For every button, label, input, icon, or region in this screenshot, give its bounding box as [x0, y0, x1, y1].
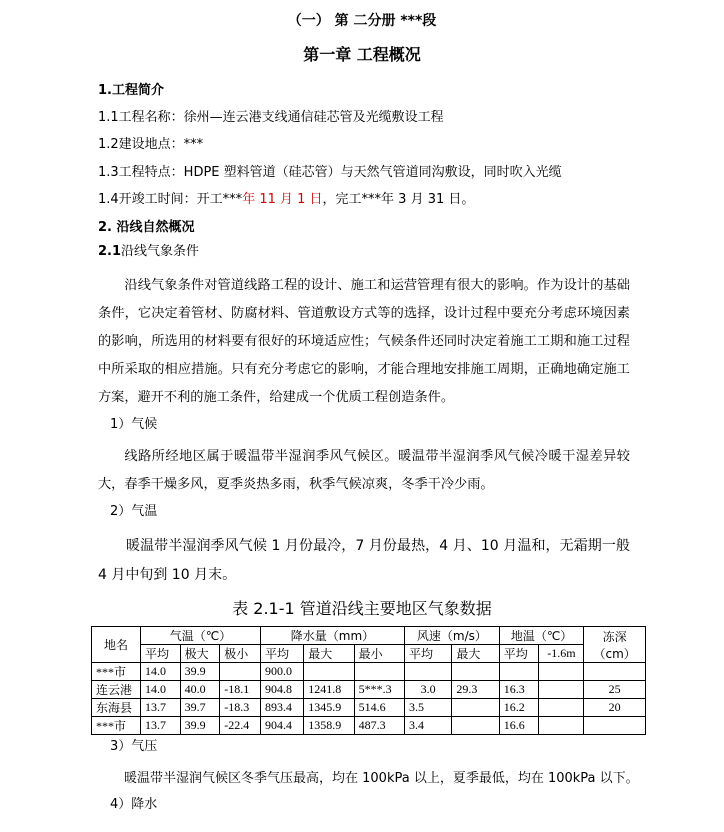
subsection-text: 沿线气象条件	[121, 244, 200, 259]
cell	[539, 681, 584, 699]
precipitation-heading: 4）降水	[110, 797, 158, 812]
project-name-item: 1.1工程名称：徐州—连云港支线通信硅芯管及光缆敷设工程	[98, 110, 444, 125]
cell: 14.0	[141, 681, 181, 699]
cell: -22.4	[220, 717, 261, 735]
cell: 514.6	[354, 699, 404, 717]
cell: 29.3	[452, 681, 499, 699]
frost-label: 冻深	[602, 629, 627, 644]
cell: 39.9	[180, 663, 220, 681]
section-heading: 1.工程简介	[98, 83, 164, 98]
cell: 14.0	[141, 663, 181, 681]
schedule-start-text: 1.4开竣工时间：开工***	[98, 192, 243, 207]
col-header-wind: 风速（m/s）	[404, 627, 499, 645]
sub-temp-max: 极大	[180, 645, 220, 663]
location-item: 1.2建设地点：***	[98, 137, 204, 152]
cell: 3.4	[404, 717, 451, 735]
cell: 900.0	[261, 663, 304, 681]
cell: 1358.9	[304, 717, 354, 735]
cell	[539, 717, 584, 735]
cell: 13.7	[141, 717, 181, 735]
cell: 893.4	[261, 699, 304, 717]
sub-wind-avg: 平均	[404, 645, 451, 663]
cell-name: ***市	[92, 717, 141, 735]
cell: 904.8	[261, 681, 304, 699]
cell	[404, 663, 451, 681]
cell	[584, 663, 646, 681]
cell: 16.2	[499, 699, 539, 717]
features-item: 1.3工程特点：HDPE 塑料管道（硅芯管）与天然气管道同沟敷设，同时吹入光缆	[98, 165, 562, 180]
cell: 13.7	[141, 699, 181, 717]
cell-name: 东海县	[92, 699, 141, 717]
sub-rain-avg: 平均	[261, 645, 304, 663]
sub-rain-min: 最小	[354, 645, 404, 663]
pressure-heading: 3）气压	[110, 739, 158, 754]
cell	[452, 663, 499, 681]
table-caption: 表 2.1-1 管道沿线主要地区气象数据	[232, 599, 492, 618]
schedule-end-text: ，完工***年 3 月 31 日。	[322, 192, 475, 207]
intro-paragraph: 沿线气象条件对管道线路工程的设计、施工和运营管理有很大的影响。作为设计的基础条件，它决定着管材、防腐材料、管道敷设方式等的选择，设计过程中要充分考虑环境因素的影响，所选用的材料要有很好的环境适应性；气候条件还同时决定着施工工期和施工过程中所采取的相应措施。只有充分考虑它的影响，才能合理地安排施工周期，正确地确定施工方案，避开不利的施工条件，给建成一个优质工程创造条件。	[98, 278, 630, 405]
pressure-paragraph: 暖温带半湿润气候区冬季气压最高，均在 100kPa 以上，夏季最低，均在 100kPa 以下。	[124, 771, 639, 786]
cell: 3.5	[404, 699, 451, 717]
sub-temp-avg: 平均	[141, 645, 181, 663]
sub-wind-max: 最大	[452, 645, 499, 663]
subsection-number: 2.1	[98, 244, 122, 259]
sub-rain-max: 最大	[304, 645, 354, 663]
col-header-frost	[584, 627, 646, 663]
cell: 1241.8	[304, 681, 354, 699]
cell: 39.7	[180, 699, 220, 717]
cell: 39.9	[180, 717, 220, 735]
cell: 20	[584, 699, 646, 717]
sub-ground-depth: -1.6m	[539, 645, 584, 663]
col-header-name: 地名	[92, 627, 141, 663]
cell	[220, 663, 261, 681]
cell	[304, 663, 354, 681]
table-subheader-row	[92, 645, 646, 663]
table-row	[92, 663, 646, 681]
cell: 40.0	[180, 681, 220, 699]
cell	[354, 663, 404, 681]
col-header-temperature: 气温（℃）	[141, 627, 261, 645]
schedule-item	[98, 188, 474, 207]
chapter-title: 第一章 工程概况	[303, 45, 421, 64]
climate-paragraph: 线路所经地区属于暖温带半湿润季风气候区。暖温带半湿润季风气候冷暖干湿差异较大，春季干燥多风，夏季炎热多雨，秋季气候凉爽，冬季干冷少雨。	[98, 449, 630, 492]
cell: 5***.3	[354, 681, 404, 699]
section-heading-2: 2. 沿线自然概况	[98, 220, 195, 235]
cell: 16.6	[499, 717, 539, 735]
table-row	[92, 699, 646, 717]
cell-name: ***市	[92, 663, 141, 681]
subsection-heading	[98, 240, 199, 259]
cell	[539, 699, 584, 717]
cell: 1345.9	[304, 699, 354, 717]
table-row	[92, 717, 646, 735]
cell	[452, 717, 499, 735]
cell	[539, 663, 584, 681]
table-header-row	[92, 627, 646, 645]
cell	[584, 717, 646, 735]
climate-heading: 1）气候	[110, 417, 158, 432]
cell	[499, 663, 539, 681]
col-header-ground-temp: 地温（℃）	[499, 627, 584, 645]
cell: 16.3	[499, 681, 539, 699]
cell: 3.0	[404, 681, 451, 699]
cell-name: 连云港	[92, 681, 141, 699]
cell	[452, 699, 499, 717]
frost-unit: （cm）	[593, 646, 636, 661]
sub-temp-min: 极小	[220, 645, 261, 663]
cell: 487.3	[354, 717, 404, 735]
cell: 25	[584, 681, 646, 699]
schedule-highlight: 年 11 月 1 日	[242, 192, 323, 207]
cell: -18.3	[220, 699, 261, 717]
sub-ground-avg: 平均	[499, 645, 539, 663]
temperature-heading: 2）气温	[110, 504, 158, 519]
cell: -18.1	[220, 681, 261, 699]
col-header-rainfall: 降水量（mm）	[261, 627, 405, 645]
cell: 904.4	[261, 717, 304, 735]
weather-table	[91, 626, 646, 735]
table-row	[92, 681, 646, 699]
temperature-paragraph: 暖温带半湿润季风气候 1 月份最冷，7 月份最热，4 月、10 月温和，无霜期一般 4 月中旬到 10 月末。	[98, 538, 630, 583]
part-title: （一） 第 二分册 ***段	[287, 13, 437, 29]
